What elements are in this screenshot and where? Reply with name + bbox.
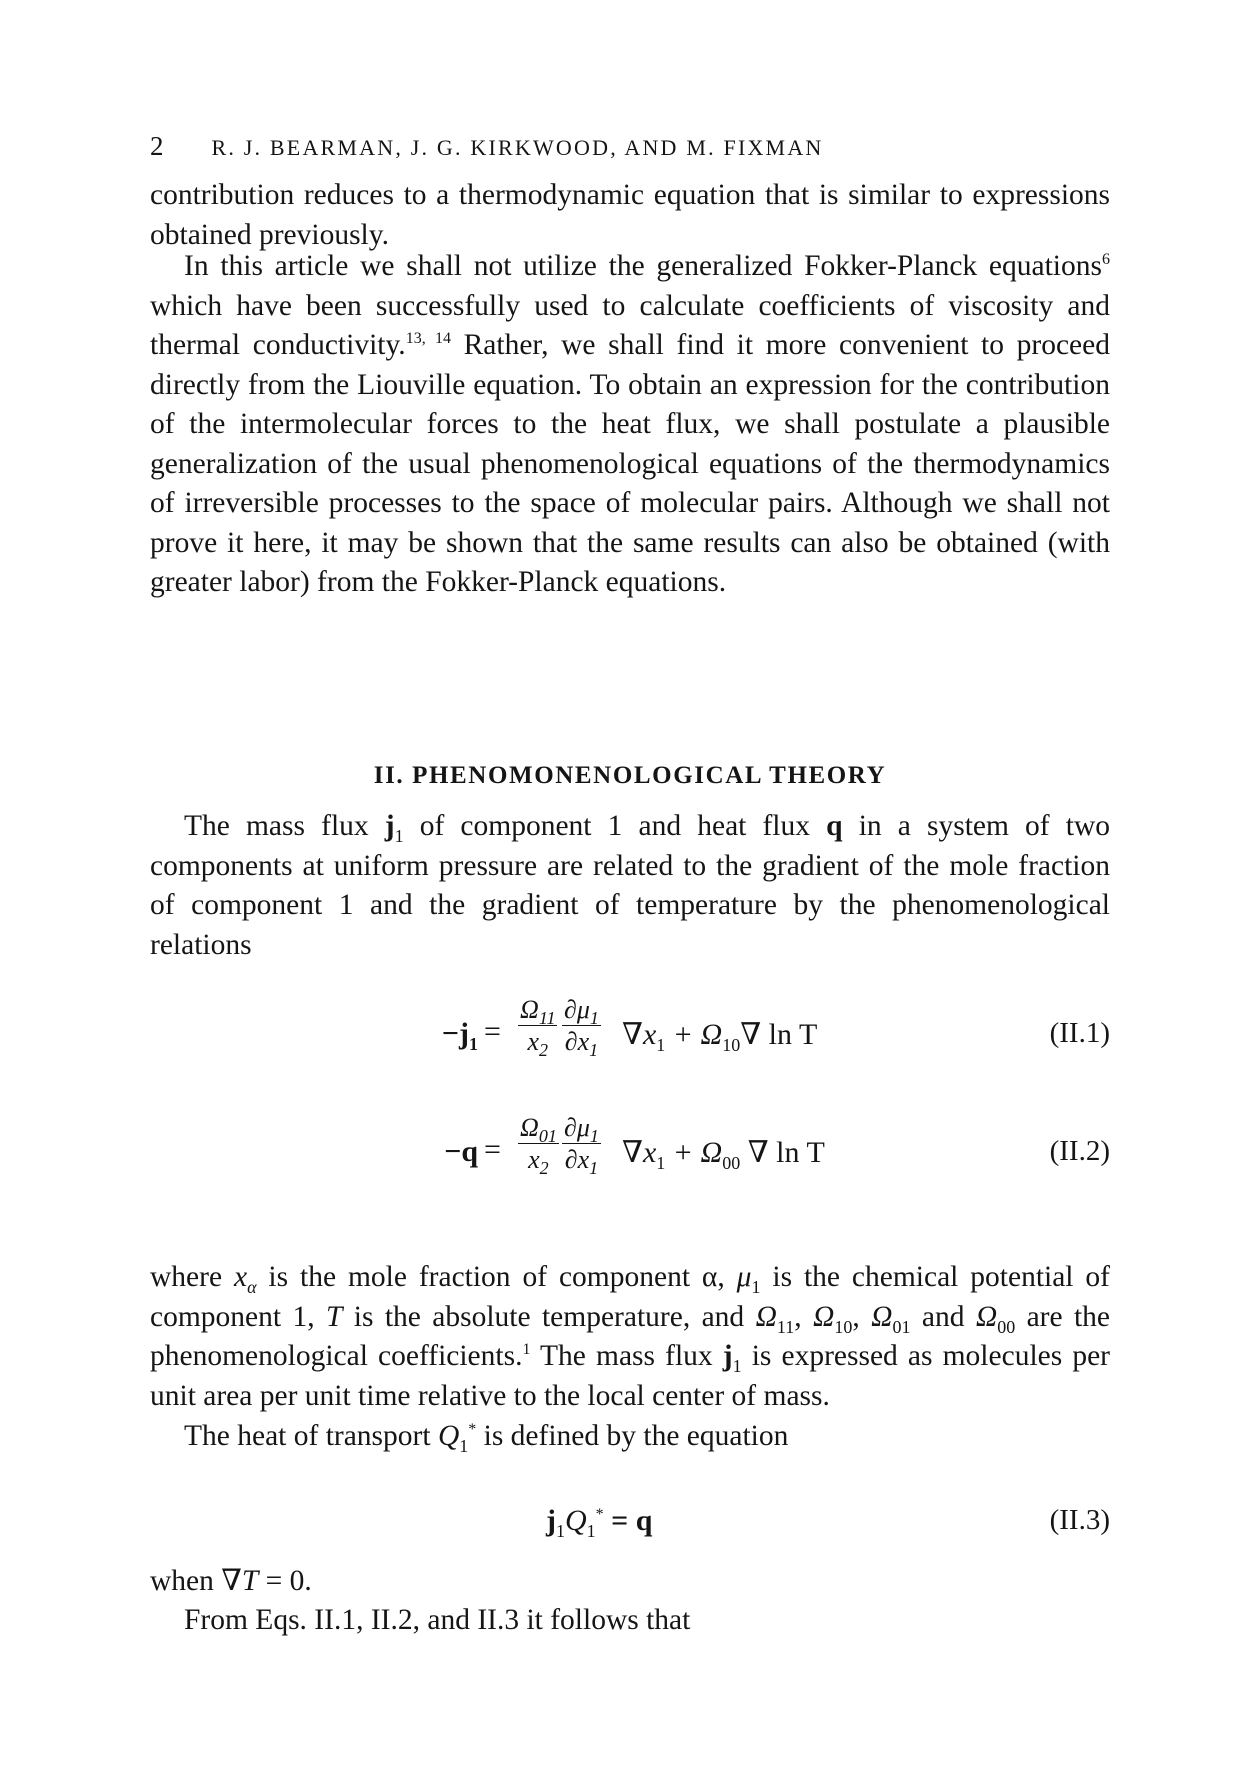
omega-symbol: Ω xyxy=(520,1113,539,1142)
intro-p2-text-a: In this article we shall not utilize the generalized Fokker-Planck equations xyxy=(184,250,1102,282)
subscript: 1 xyxy=(589,1008,599,1029)
text: is expressed as molecules per unit area per unit time relative to the local center of mass. xyxy=(150,1340,1110,1412)
text: where xyxy=(150,1261,234,1293)
intro-paragraph-1 xyxy=(150,176,1110,255)
subscript: 1 xyxy=(589,1158,599,1179)
omega-term: + Ω xyxy=(665,1018,723,1051)
math-symbol: Ω xyxy=(975,1300,998,1333)
mass-flux-symbol: j xyxy=(384,810,395,842)
equals-sign: = xyxy=(484,1015,501,1048)
lhs-symbol: −j xyxy=(441,1017,469,1050)
subscript: 1 xyxy=(656,1153,666,1173)
log-temperature-term: ∇ ln T xyxy=(740,1136,825,1169)
subscript: 1 xyxy=(586,1521,596,1541)
math-symbol: x xyxy=(233,1261,248,1293)
subscript: 10 xyxy=(722,1035,741,1055)
subscript: 1 xyxy=(394,825,404,846)
transport-paragraph xyxy=(150,1417,1110,1457)
text: of component 1 and heat flux xyxy=(403,810,827,842)
subscript: 2 xyxy=(539,1158,549,1179)
equation-rhs xyxy=(622,1135,825,1173)
equation-body xyxy=(546,1504,653,1541)
intro-paragraph-2 xyxy=(150,247,1110,603)
math-symbol: = q xyxy=(603,1504,653,1537)
derivative-fraction xyxy=(562,995,601,1061)
subscript: 1 xyxy=(732,1355,742,1376)
mole-fraction-symbol: x xyxy=(527,1027,540,1056)
from-line xyxy=(150,1601,1110,1641)
text: are the phenomenological coefficients. xyxy=(150,1300,1111,1372)
equation-number: (II.2) xyxy=(1049,1135,1110,1167)
text: = 0. xyxy=(258,1565,312,1597)
reference-marker: 6 xyxy=(1102,251,1110,269)
text: in a system of two components at uniform pressure are related to the gradient of the mole fraction of component 1 and the gradient of temperature by the phenomenological relations xyxy=(150,810,1111,961)
equation-number: (II.3) xyxy=(1049,1504,1110,1536)
equation-II-1 xyxy=(150,995,1110,1085)
reference-marker: 13, 14 xyxy=(405,330,451,348)
math-symbol: Q xyxy=(437,1420,460,1452)
subscript: 11 xyxy=(776,1316,795,1337)
subscript: α xyxy=(247,1276,257,1297)
subscript: 00 xyxy=(997,1316,1016,1337)
equals-sign: = xyxy=(484,1133,501,1166)
author-line: R. J. BEARMAN, J. G. KIRKWOOD, AND M. FIXMAN xyxy=(211,135,824,160)
subscript: 01 xyxy=(538,1126,557,1147)
equation-lhs xyxy=(444,1135,478,1169)
gradient-term: ∇x xyxy=(622,1136,657,1169)
superscript: * xyxy=(468,1421,477,1439)
math-symbol: j xyxy=(722,1340,733,1372)
subscript: 11 xyxy=(538,1008,556,1029)
subscript: 2 xyxy=(539,1040,549,1061)
equation-rhs xyxy=(622,1017,818,1055)
partial-x-symbol: ∂x xyxy=(564,1145,590,1174)
math-symbol: T xyxy=(241,1565,259,1597)
mole-fraction-symbol: x xyxy=(528,1145,540,1174)
subscript: 1 xyxy=(556,1521,565,1541)
subscript: 00 xyxy=(722,1153,741,1173)
text: and xyxy=(910,1300,976,1333)
log-temperature-term: ∇ ln T xyxy=(740,1018,818,1051)
math-symbol: Ω xyxy=(871,1300,893,1333)
superscript: * xyxy=(595,1506,604,1523)
math-symbol: Q xyxy=(565,1504,587,1537)
subscript: 1 xyxy=(589,1126,599,1147)
when-line xyxy=(150,1562,1110,1602)
text: is defined by the equation xyxy=(476,1420,789,1452)
math-symbol: Ω xyxy=(755,1300,777,1333)
text: , xyxy=(794,1300,814,1333)
subscript: 1 xyxy=(751,1276,761,1297)
subscript: 1 xyxy=(589,1040,599,1061)
math-symbol: T xyxy=(325,1300,343,1333)
text: The mass flux xyxy=(184,810,385,842)
text: is the absolute temperature, and xyxy=(342,1300,756,1333)
intro-p2-text-b: which have been successfully used to calculate coefficients of viscosity and thermal conductivity. xyxy=(150,289,1110,361)
text: The heat of transport xyxy=(184,1420,438,1452)
running-header xyxy=(150,131,1110,162)
coefficient-fraction xyxy=(518,1113,559,1179)
text: The mass flux xyxy=(530,1340,723,1372)
omega-term: + Ω xyxy=(665,1136,723,1169)
text: , xyxy=(852,1300,872,1333)
gradient-term: ∇x xyxy=(622,1018,657,1051)
coefficient-fraction xyxy=(518,995,557,1061)
text: From Eqs. II.1, II.2, and II.3 it follows that xyxy=(184,1604,691,1636)
section-paragraph-1 xyxy=(150,807,1110,965)
chemical-potential-symbol: ∂μ xyxy=(564,995,590,1024)
equation-number: (II.1) xyxy=(1049,1017,1110,1049)
math-symbol: Ω xyxy=(813,1300,835,1333)
intro-p1-text: contribution reduces to a thermodynamic equation that is similar to expressions obtained previously. xyxy=(150,179,1110,251)
subscript: 01 xyxy=(892,1316,911,1337)
subscript: 1 xyxy=(656,1035,666,1055)
omega-symbol: Ω xyxy=(520,995,539,1024)
subscript: 10 xyxy=(834,1316,853,1337)
section-heading: II. PHENOMONENOLOGICAL THEORY xyxy=(373,762,887,789)
math-symbol: j xyxy=(546,1504,556,1537)
page-number: 2 xyxy=(150,131,164,161)
reference-marker: 1 xyxy=(522,1341,531,1359)
subscript: 1 xyxy=(469,1034,478,1054)
text: is the mole fraction of component α, xyxy=(256,1261,737,1293)
chemical-potential-symbol: ∂μ xyxy=(564,1113,590,1142)
subscript: 1 xyxy=(459,1435,469,1456)
lhs-symbol: −q xyxy=(444,1135,478,1168)
equation-lhs xyxy=(441,1017,478,1054)
text: is the chemical potential of component 1, xyxy=(150,1261,1110,1333)
text: when ∇ xyxy=(150,1565,242,1597)
definitions-paragraph xyxy=(150,1258,1110,1416)
math-symbol: μ xyxy=(736,1261,752,1293)
equation-II-2 xyxy=(150,1113,1110,1203)
equation-II-3 xyxy=(150,1500,1110,1550)
derivative-fraction xyxy=(562,1113,601,1179)
intro-p2-text-c: Rather, we shall find it more convenient to proceed directly from the Liouville equation. To obtain an expression for the contribution of the intermolecular forces to the heat flux, we shall postulate a plausible generalization of the usual phenomenological equations of the thermodynamics of irreversible processes to the space of molecular pairs. Although we shall not prove it here, it may be shown that the same results can also be obtained (with greater labor) from the Fokker-Planck equations. xyxy=(150,329,1110,598)
heat-flux-symbol: q xyxy=(826,810,843,842)
partial-x-symbol: ∂x xyxy=(564,1027,590,1056)
